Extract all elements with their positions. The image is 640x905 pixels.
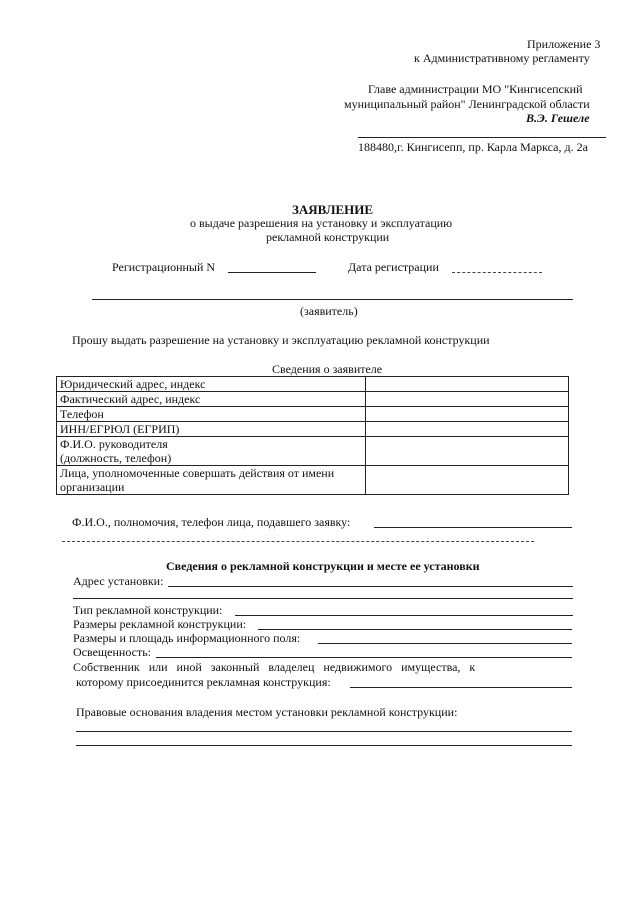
applicant-info-table: [56, 376, 569, 495]
addressee-address: 188480,г. Кингисепп, пр. Карла Маркса, д. 2а: [358, 140, 588, 154]
table-cell-label: Фактический адрес, индекс: [57, 392, 366, 407]
applicant-field[interactable]: [92, 299, 573, 300]
registration-date-label: Дата регистрации: [348, 260, 439, 274]
document-subtitle-2: рекламной конструкции: [266, 230, 390, 244]
document-title: ЗАЯВЛЕНИЕ: [292, 202, 374, 217]
registration-number-field[interactable]: [228, 272, 316, 273]
construction-heading: Сведения о рекламной конструкции и месте ее установки: [166, 559, 480, 573]
document-subtitle-1: о выдаче разрешения на установку и эксплуатацию: [190, 216, 453, 230]
addressee-name: В.Э. Гешеле: [526, 111, 590, 125]
table-row: [57, 407, 569, 422]
info-field-label: Размеры и площадь информационного поля:: [73, 631, 301, 645]
type-label: Тип рекламной конструкции:: [73, 603, 223, 617]
table-cell-value[interactable]: [366, 422, 569, 437]
sizes-field[interactable]: [258, 629, 572, 630]
applicant-info-heading: Сведения о заявителе: [272, 362, 383, 376]
table-cell-label: Юридический адрес, индекс: [57, 377, 366, 392]
table-cell-value[interactable]: [366, 392, 569, 407]
table-cell-label: Лица, уполномоченные совершать действия от имени организации: [57, 466, 366, 495]
submitter-field[interactable]: [374, 527, 572, 528]
request-text: Прошу выдать разрешение на установку и эксплуатацию рекламной конструкции: [72, 333, 490, 347]
submitter-label: Ф.И.О., полномочия, телефон лица, подавшего заявку:: [72, 515, 351, 529]
table-cell-value[interactable]: [366, 377, 569, 392]
table-row: [57, 392, 569, 407]
sizes-label: Размеры рекламной конструкции:: [73, 617, 247, 631]
submitter-field-continued[interactable]: [62, 541, 534, 542]
owner-label-line-1: Собственник или иной законный владелец недвижимого имущества, к: [73, 660, 476, 674]
table-row: [57, 422, 569, 437]
table-cell-value[interactable]: [366, 466, 569, 495]
address-field-continued[interactable]: [73, 598, 573, 599]
address-field[interactable]: [168, 586, 573, 587]
lighting-label: Освещенность:: [73, 645, 151, 659]
table-cell-value[interactable]: [366, 437, 569, 466]
table-cell-label: Телефон: [57, 407, 366, 422]
addressee-line-2: муниципальный район" Ленинградской области: [344, 97, 590, 111]
addressee-line-1: Главе администрации МО "Кингисепский: [368, 82, 583, 96]
applicant-caption: (заявитель): [300, 304, 358, 318]
registration-number-label: Регистрационный N: [112, 260, 216, 274]
appendix-reference: к Административному регламенту: [414, 51, 590, 65]
registration-date-field[interactable]: [452, 272, 542, 273]
owner-label-line-2: которому присоединится рекламная конструкция:: [76, 675, 331, 689]
table-row: [57, 377, 569, 392]
legal-basis-label: Правовые основания владения местом установки рекламной конструкции:: [76, 705, 458, 719]
type-field[interactable]: [235, 615, 573, 616]
table-row: [57, 437, 569, 466]
address-top-rule: [358, 137, 606, 138]
address-label: Адрес установки:: [73, 574, 164, 588]
appendix-number: Приложение 3: [527, 37, 601, 51]
table-row: [57, 466, 569, 495]
legal-basis-field[interactable]: [76, 731, 572, 732]
table-cell-label: ИНН/ЕГРЮЛ (ЕГРИП): [57, 422, 366, 437]
owner-field[interactable]: [350, 687, 572, 688]
lighting-field[interactable]: [156, 657, 572, 658]
table-cell-value[interactable]: [366, 407, 569, 422]
legal-basis-field-continued[interactable]: [76, 745, 572, 746]
table-cell-label: Ф.И.О. руководителя (должность, телефон): [57, 437, 366, 466]
info-field-field[interactable]: [318, 643, 572, 644]
